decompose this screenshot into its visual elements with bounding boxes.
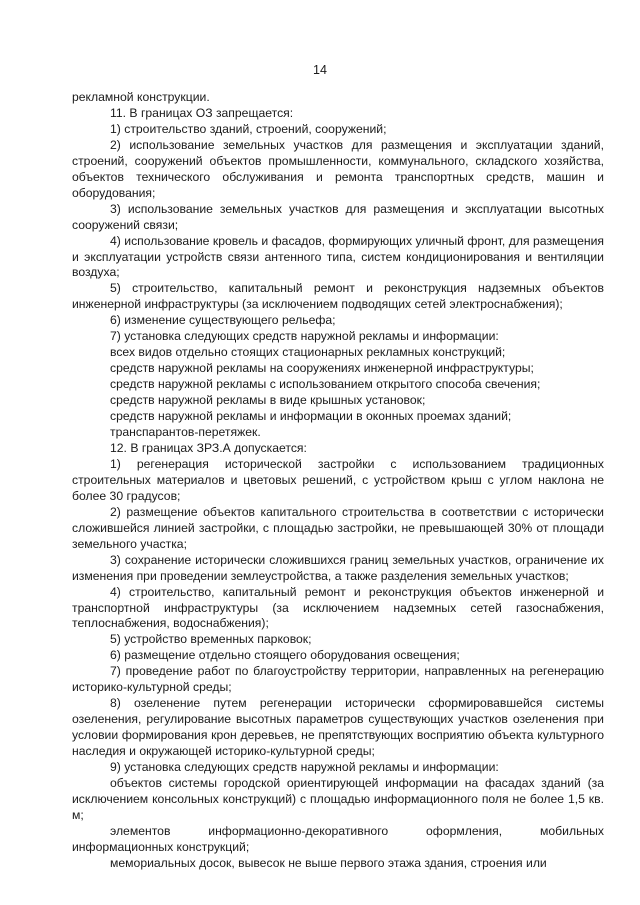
- paragraph: 2) использование земельных участков для размещения и эксплуатации зданий, строений, сооружений объектов промышленности, коммунального, складского хозяйства, объектов технического обслуживания и ремонта транспортных средств, машин и оборудования;: [72, 137, 604, 200]
- paragraph: объектов системы городской ориентирующей информации на фасадах зданий (за исключением консольных конструкций) с площадью информационного поля не более 1,5 кв. м;: [72, 775, 604, 822]
- paragraph: 12. В границах ЗРЗ.А допускается:: [110, 440, 307, 455]
- paragraph: средств наружной рекламы с использованием открытого способа свечения;: [110, 377, 541, 392]
- paragraph: 7) установка следующих средств наружной рекламы и информации:: [110, 329, 499, 344]
- paragraph: транспарантов-перетяжек.: [110, 425, 261, 440]
- paragraph: 4) строительство, капитальный ремонт и реконструкция объектов инженерной и транспортной инфраструктуры (за исключением надземных сетей газоснабжения, теплоснабжения, водоснабжения);: [72, 584, 604, 631]
- paragraph: 9) установка следующих средств наружной рекламы и информации:: [110, 760, 499, 775]
- paragraph: 1) регенерация исторической застройки с использованием традиционных строительных материалов и цветовых решений, с устройством крыш с углом наклона не более 30 градусов;: [72, 456, 604, 503]
- paragraph: элементов информационно-декоративного оформления, мобильных информационных конструкций;: [72, 823, 604, 854]
- paragraph: мемориальных досок, вывесок не выше первого этажа здания, строения или: [110, 855, 547, 870]
- paragraph: 6) изменение существующего рельефа;: [110, 313, 336, 328]
- paragraph: 3) использование земельных участков для размещения и эксплуатации высотных сооружений связи;: [72, 201, 604, 232]
- paragraph: 2) размещение объектов капитального строительства в соответствии с исторически сложившейся линией застройки, с площадью застройки, не превышающей 30% от площади земельного участка;: [72, 504, 604, 551]
- paragraph: 6) размещение отдельно стоящего оборудования освещения;: [110, 648, 460, 663]
- paragraph: 1) строительство зданий, строений, сооружений;: [110, 121, 387, 136]
- paragraph: средств наружной рекламы на сооружениях инженерной инфраструктуры;: [110, 361, 534, 376]
- paragraph: рекламной конструкции.: [72, 90, 210, 104]
- paragraph: средств наружной рекламы в виде крышных установок;: [110, 393, 426, 408]
- page-number: 14: [313, 63, 327, 77]
- document-body: [72, 90, 604, 872]
- paragraph: 3) сохранение исторически сложившихся границ земельных участков, ограничение их изменения при проведении землеустройства, а также разделения земельных участков;: [72, 552, 604, 583]
- paragraph: всех видов отдельно стоящих стационарных рекламных конструкций;: [110, 345, 506, 360]
- paragraph: 5) строительство, капитальный ремонт и реконструкция надземных объектов инженерной инфраструктуры (за исключением подводящих сетей электроснабжения);: [72, 281, 604, 312]
- paragraph: 11. В границах ОЗ запрещается:: [110, 105, 294, 120]
- paragraph: 4) использование кровель и фасадов, формирующих уличный фронт, для размещения и эксплуатации устройств связи антенного типа, систем кондиционирования и вентиляции воздуха;: [72, 233, 604, 280]
- paragraph: 8) озеленение путем регенерации исторически сформировавшейся системы озеленения, регулирование высотных параметров существующих участков озеленения при условии формирования крон деревьев, не препятствующих восприятию объекта культурного наследия и окружающей историко-культурной среды;: [72, 696, 604, 759]
- paragraph: 5) устройство временных парковок;: [110, 632, 312, 647]
- paragraph: 7) проведение работ по благоустройству территории, направленных на регенерацию историко-культурной среды;: [72, 664, 604, 695]
- paragraph: средств наружной рекламы и информации в оконных проемах зданий;: [110, 409, 512, 424]
